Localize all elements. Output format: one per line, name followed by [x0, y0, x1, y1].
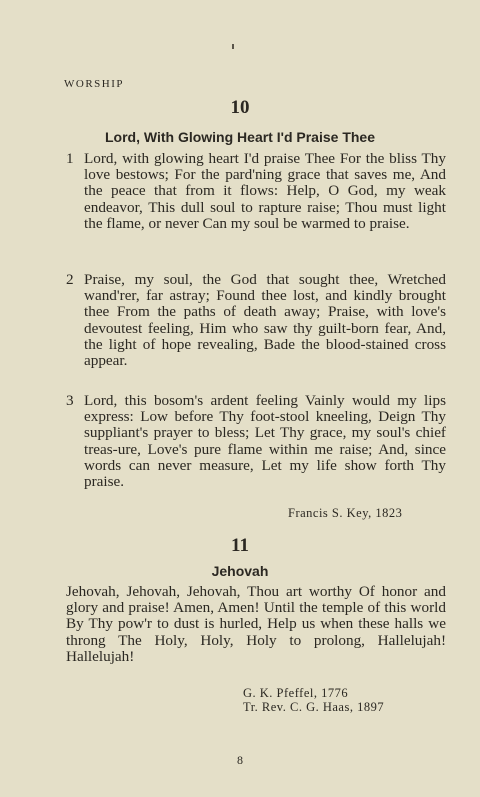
section-header: WORSHIP	[64, 78, 125, 90]
print-mark	[232, 44, 234, 49]
stanza-text: Praise, my soul, the God that sought thee, Wretched wand'rer, far astray; Found thee lost, and kindly brought thee From the paths of death away; Praise, with love's devoutest feeling, Him who saw thy guilt-born fear, And, the light of hope revealing, Bade the blood-stained cross appear.	[84, 271, 446, 370]
stanza-text: Lord, with glowing heart I'd praise Thee For the bliss Thy love bestows; For the pard'ning grace that saves me, And the peace that from it flows: Help, O God, my weak endeavor, This dull soul to rapture raise; Thou must light the flame, or never Can my soul be warmed to praise.	[84, 150, 446, 232]
hymn-number: 11	[231, 535, 249, 556]
page-number: 8	[237, 753, 243, 767]
stanza-number: 1	[66, 150, 74, 167]
hymn-attribution: Francis S. Key, 1823	[288, 506, 403, 520]
hymn-attribution: G. K. Pfeffel, 1776	[243, 686, 349, 700]
hymn-text-body: Jehovah, Jehovah, Jehovah, Thou art worthy Of honor and glory and praise! Amen, Amen! Until the temple of this world By Thy pow'r to dust is hurled, Help us when these halls we throng The Holy, Holy, Holy to prolong, Hallelujah! Hallelujah!	[66, 583, 446, 665]
stanza	[66, 151, 446, 232]
stanza-text: Lord, this bosom's ardent feeling Vainly would my lips express: Low before Thy foot-stool kneeling, Deign Thy suppliant's prayer to bless; Let Thy grace, my soul's chief treas-ure, Love's pure flame within me raise; And, since words can never measure, Let my life show forth Thy praise.	[84, 392, 446, 491]
hymn-number: 10	[230, 97, 250, 118]
stanza-number: 2	[66, 271, 74, 288]
stanza	[66, 393, 446, 490]
hymn-title: Lord, With Glowing Heart I'd Praise Thee	[104, 129, 375, 145]
hymn-text	[66, 584, 446, 665]
hymn-title: Jehovah	[211, 563, 269, 579]
hymn-attribution: Tr. Rev. C. G. Haas, 1897	[243, 700, 385, 714]
stanza-number: 3	[66, 392, 74, 409]
stanza	[66, 272, 446, 369]
